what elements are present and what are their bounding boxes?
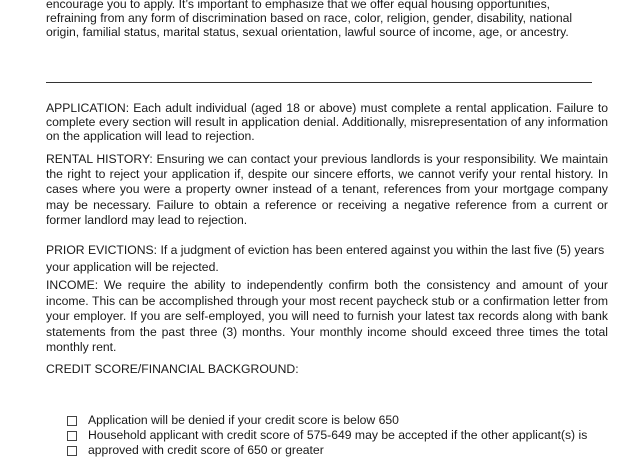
checklist-item <box>67 428 587 443</box>
intro-line: encourage you to apply. It’s important to emphasize that we offer equal housing opportunities, <box>46 0 551 11</box>
intro-paragraph <box>46 0 608 40</box>
prior-evictions-line: PRIOR EVICTIONS: If a judgment of eviction has been entered against you within the last five (5) years <box>46 243 605 257</box>
checklist-item <box>67 413 587 428</box>
income-paragraph: INCOME: We require the ability to independently confirm both the consistency and amount of your income. This can be accomplished through your most recent paycheck stub or a confirmation letter from your employer. If you are self-employed, you will need to furnish your latest tax records along with bank statements from the past three (3) months. Your monthly income should exceed three times the total monthly rent. <box>46 278 608 355</box>
checklist-item-label: approved with credit score of 650 or greater <box>88 443 324 458</box>
intro-line: refraining from any form of discrimination based on race, color, religion, gender, disability, national <box>46 11 573 26</box>
application-paragraph: APPLICATION: Each adult individual (aged 18 or above) must complete a rental application. Failure to complete every section will result in application denial. Additionally, misrepresentation of any information on the application will lead to rejection. <box>46 101 608 144</box>
checklist-item-label: Application will be denied if your credit score is below 650 <box>88 413 399 427</box>
checkbox[interactable] <box>67 431 77 441</box>
horizontal-divider <box>46 82 592 83</box>
prior-evictions-line: your application will be rejected. <box>46 260 219 274</box>
intro-line: origin, familial status, marital status, sexual orientation, lawful source of income, age, or ancestry. <box>46 25 569 40</box>
checkbox[interactable] <box>67 446 77 456</box>
checkbox[interactable] <box>67 416 77 426</box>
prior-evictions-paragraph <box>46 242 608 276</box>
rental-history-paragraph: RENTAL HISTORY: Ensuring we can contact your previous landlords is your responsibility. We maintain the right to reject your application if, despite our sincere efforts, we cannot verify your rental history. In cases where you were a property owner instead of a tenant, references from your mortgage company may be necessary. Failure to obtain a reference or receiving a negative reference from a current or former landlord may lead to rejection. <box>46 152 608 227</box>
credit-heading: CREDIT SCORE/FINANCIAL BACKGROUND: <box>46 362 299 376</box>
credit-checklist <box>67 413 587 459</box>
checklist-item-label: Household applicant with credit score of 575-649 may be accepted if the other applicant(s) is <box>88 428 588 443</box>
checklist-item <box>67 443 587 458</box>
